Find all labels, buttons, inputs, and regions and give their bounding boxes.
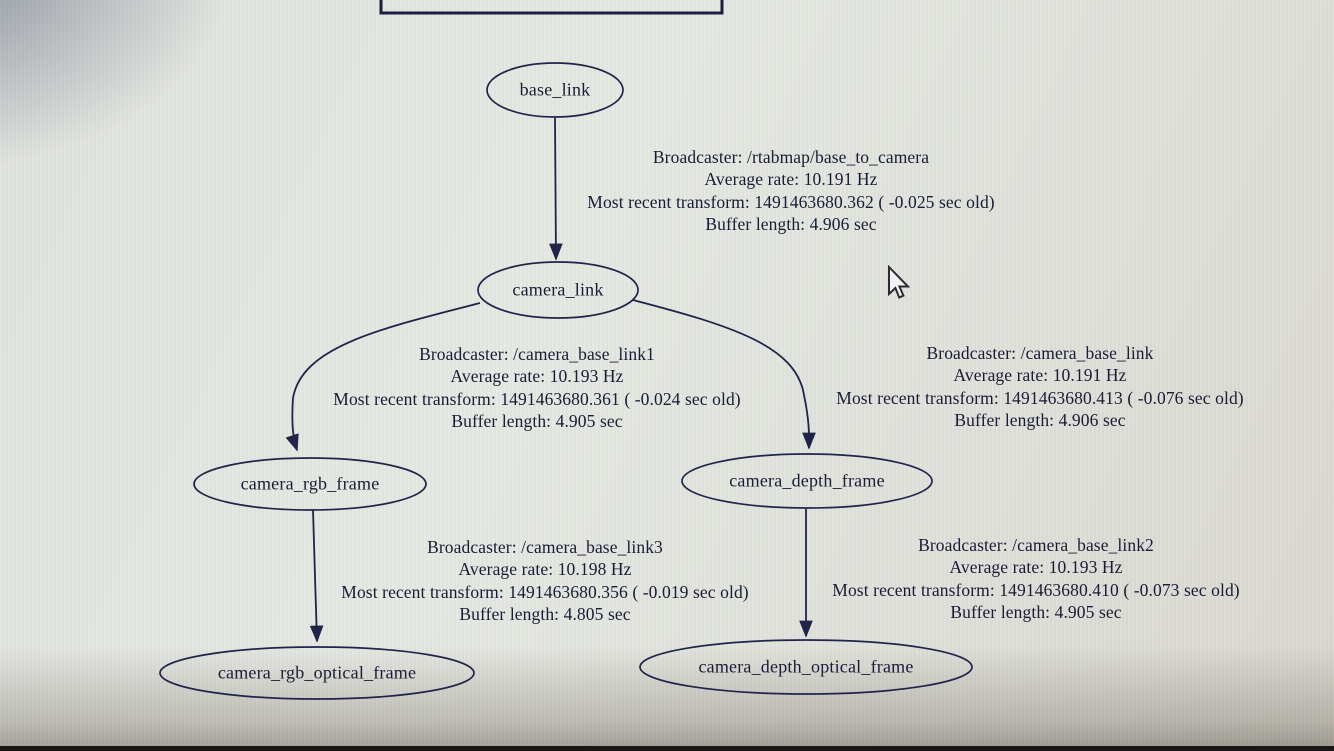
screen-bottom-edge-bar: [0, 746, 1334, 751]
broadcaster-line: Broadcaster: /rtabmap/base_to_camera: [652, 147, 930, 167]
node-label-base_link: base_link: [519, 79, 591, 100]
buffer-length-line: Buffer length: 4.905 sec: [451, 411, 623, 432]
broadcaster-line: Broadcaster: /camera_base_link3: [427, 537, 663, 557]
buffer-length-line: Buffer length: 4.905 sec: [950, 602, 1122, 623]
average-rate-line: Average rate: 10.193 Hz: [450, 366, 624, 387]
recent-transform-line: Most recent transform: 1491463680.362 ( -0.025 sec old): [587, 191, 995, 212]
average-rate-line: Average rate: 10.191 Hz: [953, 365, 1127, 386]
broadcaster-line: Broadcaster: /camera_base_link2: [918, 535, 1154, 555]
edge-info-camera_base_link3: [305, 536, 785, 626]
edge-info-base_to_camera: [551, 146, 1031, 236]
broadcaster-line: Broadcaster: /camera_base_link: [926, 343, 1154, 363]
recent-transform-line: Most recent transform: 1491463680.410 ( -0.073 sec old): [832, 579, 1240, 600]
broadcaster-line: Broadcaster: /camera_base_link1: [419, 344, 655, 364]
node-label-camera_rgb_optical_frame: camera_rgb_optical_frame: [217, 662, 417, 683]
buffer-length-line: Buffer length: 4.805 sec: [459, 604, 631, 625]
top-clipped-frame-box: [381, 0, 722, 13]
node-label-camera_rgb_frame: camera_rgb_frame: [240, 473, 380, 494]
node-label-camera_link: camera_link: [512, 279, 604, 300]
buffer-length-line: Buffer length: 4.906 sec: [705, 214, 877, 235]
average-rate-line: Average rate: 10.191 Hz: [704, 169, 878, 190]
average-rate-line: Average rate: 10.198 Hz: [458, 559, 632, 580]
mouse-cursor-icon: [886, 265, 910, 301]
recent-transform-line: Most recent transform: 1491463680.356 ( -0.019 sec old): [341, 581, 749, 602]
node-label-camera_depth_frame: camera_depth_frame: [729, 470, 885, 491]
buffer-length-line: Buffer length: 4.906 sec: [954, 410, 1126, 431]
edge-info-camera_base_link2: [796, 534, 1276, 624]
edge-info-camera_base_link1: [297, 343, 777, 433]
average-rate-line: Average rate: 10.193 Hz: [949, 557, 1123, 578]
recent-transform-line: Most recent transform: 1491463680.413 ( -0.076 sec old): [836, 387, 1244, 408]
node-label-camera_depth_optical_frame: camera_depth_optical_frame: [698, 656, 914, 677]
recent-transform-line: Most recent transform: 1491463680.361 ( -0.024 sec old): [333, 388, 741, 409]
edge-info-camera_base_link: [800, 342, 1280, 432]
